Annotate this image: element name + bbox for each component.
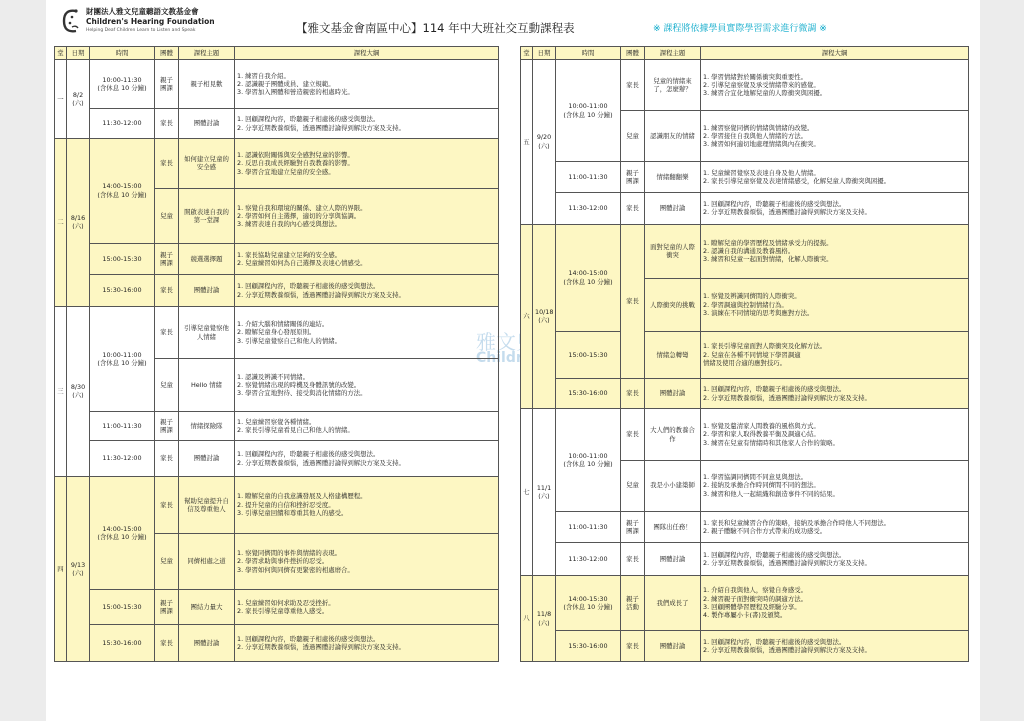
outline-cell	[701, 460, 969, 511]
outline-item: 1. 回顧課程內容，聆聽親子相處後的感受與想法。	[237, 634, 380, 643]
target-cell: 家長	[621, 378, 645, 409]
outline-item: 2. 反思自我成長經驗對自我教養的影響。	[237, 159, 354, 168]
break-text: (含休息 10 分鐘)	[563, 460, 613, 469]
outline-item: 2. 學習求助與事件挫折的忍受。	[237, 557, 329, 566]
column-header: 課程大綱	[235, 47, 499, 60]
weekday-text: (六)	[72, 569, 84, 577]
outline-cell	[701, 409, 969, 460]
outline-item: 2. 親子體驗不同合作方式帶來的成功感受。	[703, 526, 827, 535]
outline-item: 2. 學習調適與控制情緒行為。	[703, 300, 788, 309]
session-date	[533, 60, 556, 225]
topic-cell: 人際衝突的挑戰	[645, 278, 701, 331]
time-text: 14:00-15:00	[102, 524, 142, 533]
target-cell: 家長	[155, 138, 179, 188]
session-number: 四	[55, 477, 67, 662]
date-text: 8/16	[70, 213, 86, 222]
table-row	[521, 162, 969, 193]
topic-cell: 情緒翻翻樂	[645, 162, 701, 193]
logo-name-en: Children's Hearing Foundation	[86, 17, 215, 26]
time-text: 14:00-15:00	[102, 182, 142, 191]
outline-item: 4. 製作專屬小卡(書)及頒獎。	[703, 611, 787, 620]
target-cell: 家長	[621, 543, 645, 576]
date-text: 9/13	[70, 560, 86, 569]
table-row	[521, 543, 969, 576]
outline-item: 2. 提升兒童的自信和挫折忍受度。	[237, 500, 335, 509]
watermark-text-en: Children's	[476, 350, 555, 366]
weekday-text: (六)	[538, 492, 550, 501]
logo-tagline: Helping Deaf Children Learn to Listen and Speak	[86, 28, 196, 33]
outline-item: 2. 家長引導兒童尊重他人感受。	[237, 607, 329, 616]
outline-cell	[235, 359, 499, 412]
outline-item: 1. 家長和兒童練習合作的策略，接納及承擔合作時他人不同想法。	[703, 518, 891, 527]
topic-cell: 兒童的情緒來了，怎麼辦？	[645, 60, 701, 111]
target-cell: 兒童	[621, 111, 645, 162]
weekday-text: (六)	[538, 141, 550, 150]
outline-item: 1. 學習情緒對於關係衝突與重要性。	[703, 72, 807, 81]
target-cell: 親子團課	[155, 590, 179, 625]
target-cell: 親子團課	[155, 60, 179, 109]
topic-cell: 團體討論	[645, 631, 701, 662]
column-header: 課程主題	[645, 47, 701, 60]
outline-item: 2. 練習親子面對衝突時的調適方法。	[703, 594, 807, 603]
outline-item: 3. 學習加入團體和營造親密的相處時光。	[237, 88, 354, 97]
document-header	[46, 0, 980, 44]
outline-item: 1. 回顧課程內容，聆聽親子相處後的感受與想法。	[237, 450, 380, 459]
time-cell: 11:30-12:00	[90, 109, 155, 138]
time-text: 10:00-11:30	[102, 75, 142, 84]
target-cell: 家長	[155, 441, 179, 477]
table-row	[521, 224, 969, 278]
session-number: 二	[55, 138, 67, 306]
target-cell: 親子團課	[155, 411, 179, 440]
table-row	[521, 378, 969, 409]
column-header: 日期	[533, 47, 556, 60]
weekday-text: (六)	[538, 618, 550, 627]
outline-cell	[235, 477, 499, 534]
outline-cell	[701, 331, 969, 378]
outline-item: 3. 引導兒童回饋和尊重其他人的感受。	[237, 509, 348, 518]
time-text: 14:00-15:30	[568, 594, 608, 603]
outline-item: 1. 回顧課程內容，聆聽親子相處後的感受與想法。	[237, 282, 380, 291]
outline-cell	[701, 378, 969, 409]
target-cell: 家長	[621, 409, 645, 460]
table-row	[55, 109, 499, 138]
outline-cell	[235, 109, 499, 138]
outline-item: 3. 引導兒童覺察自己和他人的情緒。	[237, 336, 341, 345]
outline-item: 1. 練習察覺同儕的情緒與情緒的改變。	[703, 123, 814, 132]
outline-item: 3. 演練在不同情境的思考與應對方法。	[703, 308, 814, 317]
outline-item: 2. 家長引導兒童察覺及表達情緒感受，化解兒童人際衝突與困擾。	[703, 177, 891, 186]
outline-item: 2. 認識自我的溝通及教養風格。	[703, 246, 795, 255]
time-cell: 11:30-12:00	[90, 441, 155, 477]
time-cell	[556, 576, 621, 631]
outline-cell	[235, 275, 499, 307]
break-text: (含休息 10 分鐘)	[97, 358, 147, 367]
time-cell: 11:30-12:00	[556, 543, 621, 576]
schedule-table-left	[54, 46, 499, 662]
topic-cell: 團體討論	[645, 378, 701, 409]
target-cell: 家長	[155, 109, 179, 138]
time-text: 10:00-11:00	[568, 102, 608, 111]
session-date	[67, 138, 90, 306]
outline-item: 2. 瞭解兒童身心發展原則。	[237, 328, 316, 337]
outline-item: 1. 瞭解兒童的自我意識發展及人格建構歷程。	[237, 492, 367, 501]
table-row	[55, 138, 499, 188]
target-cell: 家長	[155, 625, 179, 662]
time-cell: 15:00-15:30	[90, 590, 155, 625]
outline-item: 1. 家長協助兒童建立足夠的安全感。	[237, 250, 341, 259]
target-cell: 親子團課	[621, 162, 645, 193]
outline-item: 2. 分享近期教養煩惱，透過團體討論得到解決方案及支持。	[703, 559, 871, 568]
outline-item: 1. 練習自我介紹。	[237, 71, 290, 80]
topic-cell: 開啟表達自我的第一堂課	[179, 189, 235, 244]
topic-cell: 團體討論	[179, 275, 235, 307]
target-cell: 親子團課	[155, 243, 179, 275]
outline-item: 2. 兒童在各種不同情境下學習調適	[703, 350, 801, 359]
session-date	[533, 409, 556, 576]
target-cell: 親子團課	[621, 511, 645, 543]
time-cell: 15:00-15:30	[90, 243, 155, 275]
page-title: 【雅文基金會南區中心】114 年中大班社交互動課程表	[296, 21, 575, 35]
table-row	[521, 511, 969, 543]
outline-item: 1. 回顧課程內容，聆聽親子相處後的感受與想法。	[703, 550, 846, 559]
outline-cell	[235, 441, 499, 477]
topic-cell: 團體討論	[179, 109, 235, 138]
outline-item: 2. 察覺情緒出現的時機及身體訊號的改變。	[237, 380, 361, 389]
outline-item: 1. 瞭解兒童的學習歷程及情緒承受力的提振。	[703, 238, 833, 247]
column-header: 課程主題	[179, 47, 235, 60]
outline-cell	[235, 138, 499, 188]
time-cell	[556, 224, 621, 331]
topic-cell: 團體討論	[645, 543, 701, 576]
table-row	[521, 192, 969, 224]
time-cell: 11:00-11:30	[556, 162, 621, 193]
table-row	[55, 477, 499, 534]
column-header: 團體	[155, 47, 179, 60]
target-cell: 家長	[155, 275, 179, 307]
outline-item: 2. 引導兒童察覺及承受情緒帶來的感覺。	[703, 80, 820, 89]
time-cell: 15:30-16:00	[556, 631, 621, 662]
outline-item: 3. 學習合宜地對待、接受與消化情緒的方法。	[237, 389, 367, 398]
topic-cell: 我是小小建築師	[645, 460, 701, 511]
table-row	[55, 590, 499, 625]
target-cell: 親子活動	[621, 576, 645, 631]
time-text: 14:00-15:00	[568, 269, 608, 278]
column-header: 課程大綱	[701, 47, 969, 60]
outline-cell	[701, 111, 969, 162]
outline-item: 1. 察覺及辨識同儕間的人際衝突。	[703, 292, 801, 301]
outline-item: 2. 分享近期教養煩惱，透過團體討論得到解決方案及支持。	[237, 643, 405, 652]
target-cell: 家長	[621, 631, 645, 662]
outline-cell	[701, 511, 969, 543]
outline-cell	[701, 576, 969, 631]
target-cell: 家長	[621, 224, 645, 378]
topic-cell: 幫助兒童提升自信及尊重他人	[179, 477, 235, 534]
foundation-logo	[58, 5, 278, 39]
outline-cell	[235, 243, 499, 275]
table-row	[55, 243, 499, 275]
outline-item: 3. 練習表達自我的內心感受與想法。	[237, 220, 341, 229]
session-date	[533, 224, 556, 409]
time-cell: 15:30-16:00	[90, 275, 155, 307]
outline-item: 1. 察覺自我和環境的關係、建立人際的界限。	[237, 203, 367, 212]
time-cell	[90, 306, 155, 411]
outline-item: 3. 學習合宜地建立兒童的安全感。	[237, 167, 335, 176]
outline-item: 2. 學習接住自我與他人情緒的方法。	[703, 131, 807, 140]
column-header: 堂	[55, 47, 67, 60]
table-row	[521, 409, 969, 460]
outline-cell	[235, 306, 499, 359]
column-header: 日期	[67, 47, 90, 60]
topic-cell: 引導兒童覺察他人情緒	[179, 306, 235, 359]
time-cell	[90, 138, 155, 243]
outline-item: 2. 學習和家人取得教養平衡及調適心結。	[703, 430, 820, 439]
table-row	[55, 60, 499, 109]
topic-cell: 大人們的教養合作	[645, 409, 701, 460]
outline-item: 1. 回顧課程內容，聆聽親子相處後的感受與想法。	[703, 199, 846, 208]
break-text: (含休息 10 分鐘)	[97, 190, 147, 199]
outline-cell	[701, 192, 969, 224]
outline-item: 2. 接納及承擔合作時同儕間不同的想法。	[703, 481, 820, 490]
outline-cell	[235, 411, 499, 440]
session-number: 六	[521, 224, 533, 409]
session-number: 八	[521, 576, 533, 662]
outline-item: 1. 回顧課程內容，聆聽親子相處後的感受與想法。	[703, 637, 846, 646]
document-sheet	[46, 0, 980, 721]
time-cell: 11:00-11:30	[556, 511, 621, 543]
date-text: 11/8	[536, 610, 552, 619]
outline-item: 2. 分享近期教養煩惱，透過團體討論得到解決方案及支持。	[237, 123, 405, 132]
target-cell: 兒童	[155, 533, 179, 590]
outline-item: 1. 介紹大腦和情緒關係的連結。	[237, 320, 329, 329]
target-cell: 家長	[155, 477, 179, 534]
topic-cell: 團體討論	[179, 441, 235, 477]
session-date	[533, 576, 556, 662]
time-cell: 11:00-11:30	[90, 411, 155, 440]
date-text: 9/20	[536, 133, 552, 142]
session-number: 五	[521, 60, 533, 225]
outline-item: 1. 回顧課程內容，聆聽親子相處後的感受與想法。	[703, 385, 846, 394]
session-number: 七	[521, 409, 533, 576]
target-cell: 家長	[621, 192, 645, 224]
weekday-text: (六)	[72, 222, 84, 231]
topic-cell: 如何建立兒童的安全感	[179, 138, 235, 188]
session-date	[67, 477, 90, 662]
column-header: 時間	[556, 47, 621, 60]
time-cell: 11:30-12:00	[556, 192, 621, 224]
topic-cell: 面對兒童的人際衝突	[645, 224, 701, 278]
outline-item: 1. 學習協調同儕間不同意見與想法。	[703, 473, 807, 482]
break-text: (含休息 10 分鐘)	[563, 277, 613, 286]
column-header: 團體	[621, 47, 645, 60]
outline-cell	[235, 625, 499, 662]
outline-item: 3. 練習和他人一起組織和創造事件不同的結果。	[703, 489, 839, 498]
topic-cell: 團體討論	[645, 192, 701, 224]
outline-item: 1. 回顧課程內容，聆聽親子相處後的感受與想法。	[237, 115, 380, 124]
table-row	[55, 275, 499, 307]
outline-item: 1. 認識及辨識不同情緒。	[237, 372, 310, 381]
weekday-text: (六)	[538, 316, 550, 325]
watermark-text-zh: 雅文兒童	[476, 330, 556, 354]
outline-item: 2. 分享近期教養煩惱，透過團體討論得到解決方案及支持。	[237, 458, 405, 467]
outline-item: 2. 分享近期教養煩惱，透過團體討論得到解決方案及支持。	[703, 208, 871, 217]
topic-cell: 情緒探險隊	[179, 411, 235, 440]
topic-cell: 認識朋友的情緒	[645, 111, 701, 162]
outline-item: 1. 察覺同儕間的事件與情緒的表現。	[237, 549, 341, 558]
time-cell: 15:00-15:30	[556, 331, 621, 378]
outline-item: 1. 認識依附關係與安全感對兒童的影響。	[237, 151, 354, 159]
outline-item: 1. 家長引導兒童面對人際衝突及化解方法。	[703, 342, 827, 351]
topic-cell: 我們成長了	[645, 576, 701, 631]
table-header-row	[521, 47, 969, 60]
target-cell: 家長	[621, 60, 645, 111]
outline-cell	[701, 543, 969, 576]
outline-item: 3. 回顧團體學習歷程及經驗分享。	[703, 603, 801, 612]
table-header-row	[55, 47, 499, 60]
topic-cell: 團體討論	[179, 625, 235, 662]
weekday-text: (六)	[72, 391, 84, 400]
table-row	[521, 576, 969, 631]
session-date	[67, 60, 90, 139]
topic-cell: 情緒急轉彎	[645, 331, 701, 378]
outline-item: 1. 兒童練習如何求助及忍受挫折。	[237, 598, 335, 607]
break-text: (含休息 10 分鐘)	[97, 533, 147, 542]
table-row	[55, 411, 499, 440]
break-text: (含休息 10 分鐘)	[97, 84, 147, 93]
column-header: 堂	[521, 47, 533, 60]
topic-cell: 團結力量大	[179, 590, 235, 625]
outline-cell	[701, 60, 969, 111]
break-text: (含休息 10 分鐘)	[563, 603, 613, 612]
topic-cell: 同儕相處之道	[179, 533, 235, 590]
weekday-text: (六)	[72, 98, 84, 107]
time-cell	[90, 477, 155, 590]
foundation-logo-icon	[58, 7, 84, 35]
date-text: 10/18	[535, 308, 554, 317]
session-number: 一	[55, 60, 67, 139]
table-row	[521, 60, 969, 111]
date-text: 11/1	[536, 483, 552, 492]
outline-item: 2. 認識親子團體成員、建立規範。	[237, 80, 335, 89]
time-cell	[556, 409, 621, 511]
table-row	[55, 306, 499, 359]
topic-cell: 競選選擇題	[179, 243, 235, 275]
outline-item: 1. 兒童練習察覺各種情緒。	[237, 417, 316, 426]
outline-item: 1. 介紹自我與他人，察覺自身感受。	[703, 586, 807, 595]
outline-cell	[701, 224, 969, 278]
target-cell: 兒童	[621, 460, 645, 511]
schedule-table-right	[520, 46, 969, 662]
outline-cell	[235, 533, 499, 590]
target-cell: 家長	[155, 306, 179, 359]
outline-item: 1. 察覺及釐清家人間教養的風格與方式。	[703, 422, 820, 431]
schedule-note: ※ 課程將依據學員實際學習需求進行微調 ※	[653, 24, 827, 34]
outline-item: 2. 分享近期教養煩惱，透過團體討論得到解決方案及支持。	[703, 646, 871, 655]
outline-item: 情緒及使用合適的應對技巧。	[703, 358, 787, 367]
outline-item: 3. 練習在兒童有情緒時和其他家人合作的策略。	[703, 438, 839, 447]
topic-cell: 團隊出任務！	[645, 511, 701, 543]
session-number: 三	[55, 306, 67, 476]
outline-cell	[701, 631, 969, 662]
outline-cell	[701, 162, 969, 193]
topic-cell: Hello 情緒	[179, 359, 235, 412]
target-cell: 兒童	[155, 359, 179, 412]
outline-item: 2. 兒童練習如何為自己選擇及表達心情感受。	[237, 259, 367, 268]
outline-item: 3. 練習合宜化地解兒童的人際衝突與困擾。	[703, 89, 827, 98]
target-cell: 兒童	[155, 189, 179, 244]
outline-cell	[235, 590, 499, 625]
column-header: 時間	[90, 47, 155, 60]
outline-item: 3. 練習和兒童一起面對情緒，化解人際衝突。	[703, 255, 833, 264]
outline-item: 1. 兒童練習覺察及表達自身及他人情緒。	[703, 168, 820, 177]
table-row	[521, 331, 969, 378]
session-date	[67, 306, 90, 476]
time-text: 10:00-11:00	[568, 451, 608, 460]
outline-item: 3. 練習如何適切地處理情緒與內在衝突。	[703, 140, 820, 149]
outline-item: 3. 學習如何與同儕有更緊密的相處磨合。	[237, 565, 354, 574]
table-row	[55, 625, 499, 662]
table-row	[521, 631, 969, 662]
outline-cell	[701, 278, 969, 331]
date-text: 8/2	[72, 90, 84, 99]
time-cell: 15:30-16:00	[90, 625, 155, 662]
outline-item: 2. 學習如何自主選擇，適切的分享與協調。	[237, 211, 361, 220]
break-text: (含休息 10 分鐘)	[563, 110, 613, 119]
outline-item: 2. 分享近期教養煩惱，透過團體討論得到解決方案及支持。	[703, 393, 871, 402]
time-cell	[556, 60, 621, 162]
time-text: 10:00-11:00	[102, 350, 142, 359]
logo-name-zh: 財團法人雅文兒童聽語文教基金會	[86, 7, 199, 16]
outline-cell	[235, 60, 499, 109]
date-text: 8/30	[70, 383, 86, 392]
time-cell: 15:30-16:00	[556, 378, 621, 409]
outline-item: 2. 家長引導兒童看見自己和他人的情緒。	[237, 426, 354, 435]
time-cell	[90, 60, 155, 109]
table-row	[55, 441, 499, 477]
outline-cell	[235, 189, 499, 244]
outline-item: 2. 分享近期教養煩惱，透過團體討論得到解決方案及支持。	[237, 290, 405, 299]
topic-cell: 親子相見歡	[179, 60, 235, 109]
